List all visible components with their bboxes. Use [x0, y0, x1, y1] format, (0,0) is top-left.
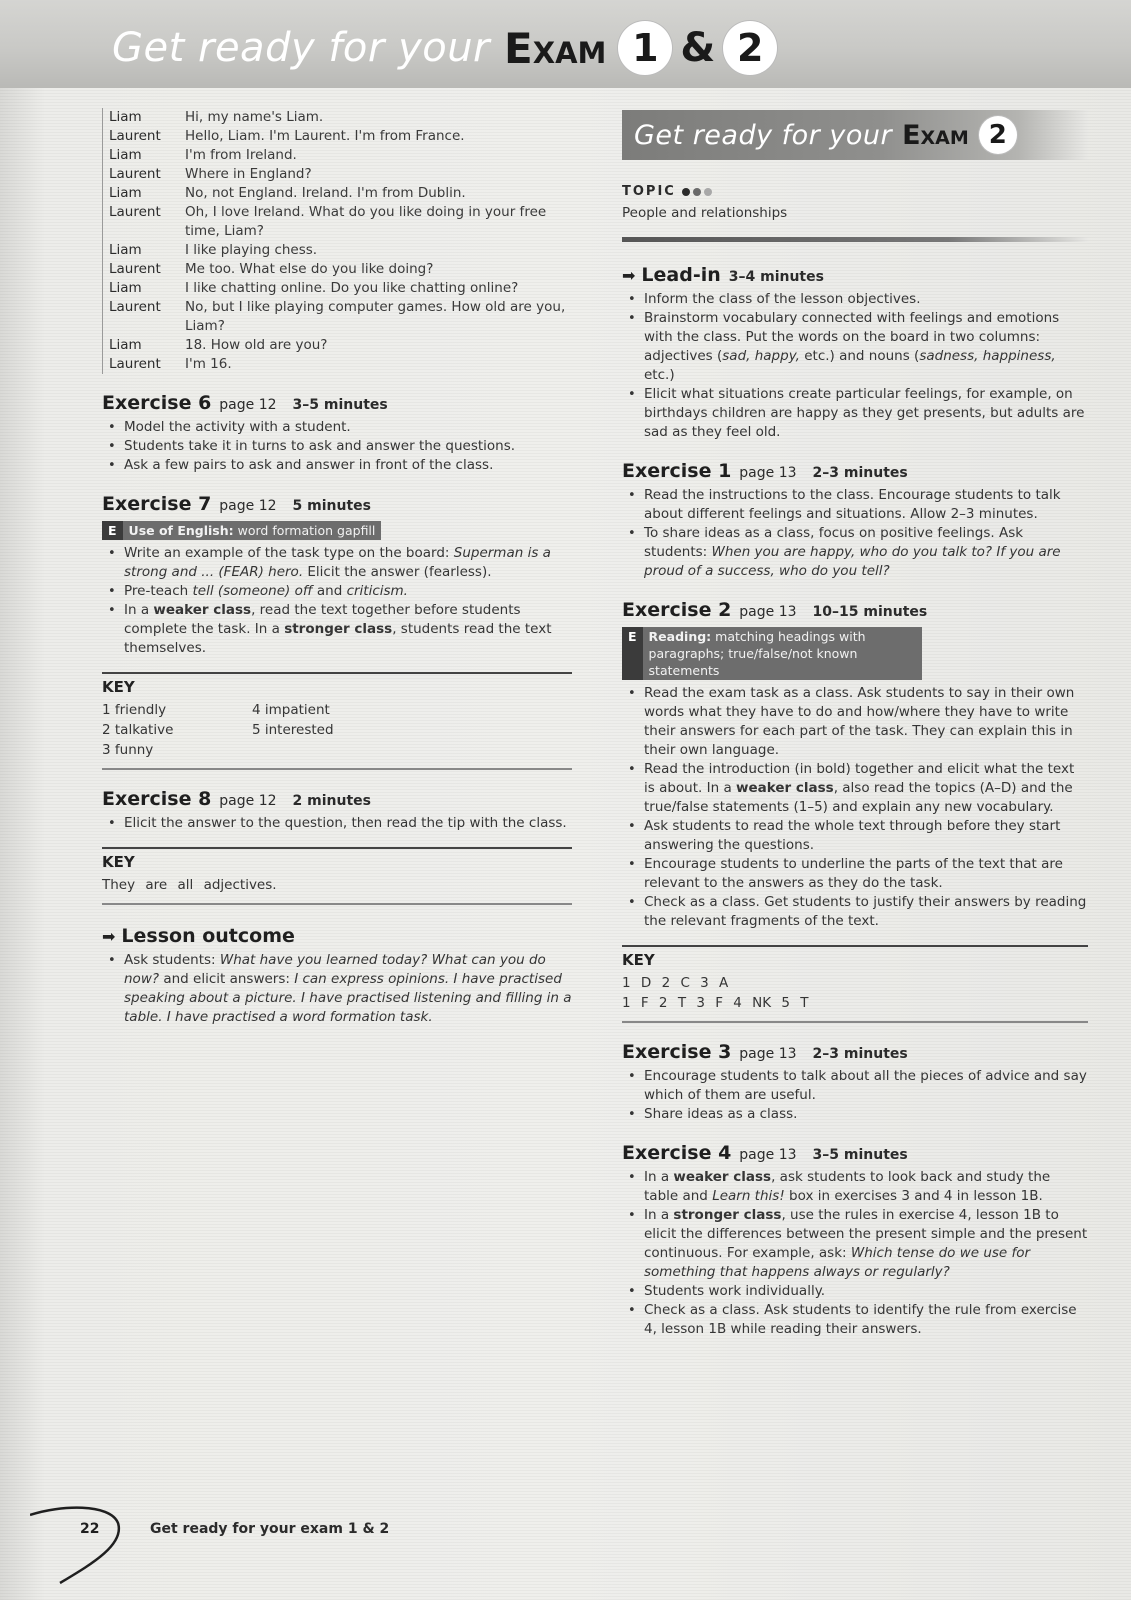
exercise-1-heading — [622, 460, 1088, 482]
list-item — [102, 418, 572, 437]
speaker-name: Laurent — [109, 128, 161, 144]
arrow-right-icon: ➡ — [102, 926, 116, 946]
exercise-7-steps — [102, 544, 572, 658]
step-text: Students work individually. — [644, 1283, 826, 1299]
page-corner-curve-icon — [30, 1505, 130, 1585]
key-label: KEY — [102, 853, 135, 871]
step-text: , read the text together before students complete the task. In a — [124, 602, 521, 637]
answer-key-exercise-2 — [622, 945, 1088, 1023]
list-item — [622, 309, 1088, 385]
speaker-name: Liam — [109, 109, 142, 125]
step-text: Inform the class of the lesson objectives. — [644, 291, 921, 307]
bullet-icon: • — [628, 488, 636, 503]
list-item — [622, 855, 1088, 893]
dialogue-text: Hello, Liam. I'm Laurent. I'm from France. — [185, 128, 465, 144]
step-text: box in exercises 3 and 4 in lesson 1B. — [784, 1188, 1043, 1204]
lead-in-steps — [622, 290, 1088, 442]
key-label: KEY — [622, 951, 655, 969]
exercise-page: page 13 — [739, 1046, 797, 1062]
example-text: When you are happy, who do you talk to? If you are proud of a success, who do you tell? — [644, 544, 1061, 579]
step-text: , also read the topics (A–D) and the true/false statements (1–5) and explain any new vocabulary. — [644, 780, 1073, 815]
left-column — [102, 108, 572, 1027]
dialogue-line — [109, 355, 572, 374]
divider — [622, 237, 1088, 242]
dialogue-line — [109, 279, 572, 298]
example-text: Superman is a strong and ... (FEAR) hero. — [124, 545, 551, 580]
dialogue-line — [109, 336, 572, 355]
step-text: and elicit answers: — [159, 971, 295, 987]
exam-task-tag — [622, 627, 922, 680]
exercise-title: Exercise 2 — [622, 599, 732, 621]
speaker-name: Laurent — [109, 204, 161, 220]
key-answer: 5 interested — [252, 722, 334, 738]
speaker-name: Liam — [109, 147, 142, 163]
dialogue-text: I like chatting online. Do you like chatting online? — [185, 280, 519, 296]
exercise-time: 2 minutes — [292, 793, 371, 809]
key-answers — [102, 700, 572, 760]
step-text: Read the introduction (in bold) together and elicit what the text is about. In a — [644, 761, 1075, 796]
step-text: Ask students: — [124, 952, 220, 968]
section-title: Lesson outcome — [121, 925, 295, 947]
topic-label: TOPIC — [622, 184, 676, 199]
key-answer — [252, 740, 402, 760]
header-ampersand: & — [680, 25, 716, 71]
exercise-time: 2–3 minutes — [812, 1046, 908, 1062]
box-name: Learn this! — [712, 1188, 785, 1204]
step-text: In a — [644, 1169, 674, 1185]
bullet-icon: • — [108, 439, 116, 454]
dialogue-text: Me too. What else do you like doing? — [185, 261, 434, 277]
dialogue-line — [109, 127, 572, 146]
list-item — [102, 437, 572, 456]
emphasis-text: stronger class — [284, 621, 393, 637]
step-text: Students take it in turns to ask and answer the questions. — [124, 438, 516, 454]
header-number-1-badge: 1 — [618, 21, 672, 75]
step-text: Read the instructions to the class. Encourage students to talk about different feelings and situations. Allow 2–3 minutes. — [644, 487, 1061, 522]
speaker-name: Liam — [109, 185, 142, 201]
list-item — [622, 1301, 1088, 1339]
list-item — [622, 1206, 1088, 1282]
exercise-8-steps — [102, 814, 572, 833]
step-text: Check as a class. Get students to justify their answers by reading the relevant fragments of the text. — [644, 894, 1087, 929]
lesson-outcome-steps — [102, 951, 572, 1027]
list-item — [622, 1067, 1088, 1105]
topic-text: People and relationships — [622, 205, 788, 221]
list-item — [102, 582, 572, 601]
dialogue-text: I'm 16. — [185, 356, 232, 372]
exam-task-tag — [102, 521, 381, 540]
exam-task-label — [643, 627, 922, 680]
exercise-page: page 13 — [739, 465, 797, 481]
bullet-icon: • — [628, 1303, 636, 1318]
list-item — [622, 1168, 1088, 1206]
page-header-title — [112, 18, 777, 78]
step-text: Pre-teach — [124, 583, 193, 599]
bullet-icon: • — [108, 584, 116, 599]
step-text: Encourage students to talk about all the pieces of advice and say which of them are useful. — [644, 1068, 1087, 1103]
bullet-icon: • — [628, 762, 636, 777]
dialogue-text: 18. How old are you? — [185, 337, 328, 353]
dot-icon — [704, 188, 712, 196]
dialogue-line — [109, 241, 572, 260]
step-text: Elicit what situations create particular feelings, for example, on birthdays children are happy as they get presents, but adults are sad as they feel old. — [644, 386, 1085, 440]
bullet-icon: • — [628, 526, 636, 541]
dialogue-text: No, but I like playing computer games. How old are you, Liam? — [185, 299, 566, 334]
step-text: Write an example of the task type on the board: — [124, 545, 454, 561]
list-item — [622, 893, 1088, 931]
bullet-icon: • — [108, 953, 116, 968]
exercise-title: Exercise 6 — [102, 392, 212, 414]
bullet-icon: • — [628, 1284, 636, 1299]
dot-icon — [682, 188, 690, 196]
example-text: I can express opinions. I have practised speaking about a picture. I have practised listening and filling in a table. I have practised a word formation task. — [124, 971, 572, 1025]
vocab-term: tell (someone) off — [192, 583, 313, 599]
exercise-3-heading — [622, 1041, 1088, 1063]
banner-number-badge: 2 — [979, 116, 1017, 154]
step-text: etc.) and nouns ( — [799, 348, 920, 364]
exercise-2-heading — [622, 599, 1088, 621]
step-text: and — [312, 583, 347, 599]
step-text: Check as a class. Ask students to identify the rule from exercise 4, lesson 1B while reading their answers. — [644, 1302, 1077, 1337]
exercise-page: page 12 — [219, 793, 277, 809]
exercise-title: Exercise 4 — [622, 1142, 732, 1164]
dialogue-text: Where in England? — [185, 166, 312, 182]
list-item — [622, 1282, 1088, 1301]
speaker-name: Liam — [109, 337, 142, 353]
dialogue-text: Hi, my name's Liam. — [185, 109, 324, 125]
page-number: 22 — [80, 1521, 100, 1537]
exercise-time: 2–3 minutes — [812, 465, 908, 481]
exercise-8-heading — [102, 788, 572, 810]
bullet-icon: • — [628, 857, 636, 872]
speaker-name: Laurent — [109, 261, 161, 277]
step-text: etc.) — [644, 367, 675, 383]
list-item — [622, 684, 1088, 760]
dialogue-line — [109, 260, 572, 279]
emphasis-text: weaker class — [673, 1169, 772, 1185]
key-answer: 2 talkative — [102, 722, 174, 738]
dialogue-text: I like playing chess. — [185, 242, 318, 258]
exercise-time: 10–15 minutes — [812, 604, 928, 620]
dialogue-text: I'm from Ireland. — [185, 147, 297, 163]
exercise-title: Exercise 7 — [102, 493, 212, 515]
bullet-icon: • — [108, 420, 116, 435]
exercise-3-steps — [622, 1067, 1088, 1124]
dialogue-text: Oh, I love Ireland. What do you like doing in your free time, Liam? — [185, 204, 547, 239]
step-text: Read the exam task as a class. Ask students to say in their own words what they have to do and how/where they have to write their answers for each part of the task. They can explain this in their own language. — [644, 685, 1075, 758]
dialogue-line — [109, 184, 572, 203]
exercise-time: 5 minutes — [292, 498, 371, 514]
bullet-icon: • — [628, 292, 636, 307]
exercise-1-steps — [622, 486, 1088, 581]
answer-key-exercise-7 — [102, 672, 572, 770]
footer-title: Get ready for your exam 1 & 2 — [150, 1521, 390, 1537]
exercise-page: page 12 — [219, 498, 277, 514]
speaker-name: Laurent — [109, 166, 161, 182]
speaker-name: Laurent — [109, 356, 161, 372]
list-item — [102, 544, 572, 582]
right-column — [622, 108, 1088, 1339]
exercise-title: Exercise 1 — [622, 460, 732, 482]
exercise-title: Exercise 3 — [622, 1041, 732, 1063]
dialogue-line — [109, 146, 572, 165]
speaker-name: Laurent — [109, 299, 161, 315]
list-item — [102, 601, 572, 658]
step-text: , use the rules in exercise 4, lesson 1B to elicit the differences between the present simple and the present continuous. For example, ask: — [644, 1207, 1088, 1261]
emphasis-text: weaker class — [736, 780, 834, 796]
header-ready-text: Get ready for your — [112, 25, 491, 71]
key-answer: 1 D 2 C 3 A — [622, 975, 729, 991]
key-label: KEY — [102, 678, 135, 696]
key-answer: 1 F 2 T 3 F 4 NK 5 T — [622, 995, 809, 1011]
exercise-page: page 13 — [739, 604, 797, 620]
bullet-icon: • — [108, 603, 116, 618]
exam-e-icon: E — [622, 627, 643, 680]
answer-key-exercise-8 — [102, 847, 572, 905]
list-item — [102, 814, 572, 833]
list-item — [102, 456, 572, 475]
step-text: Ask students to read the whole text through before they start answering the questions. — [644, 818, 1061, 853]
exercise-title: Exercise 8 — [102, 788, 212, 810]
topic-heading — [622, 184, 1088, 199]
list-item — [622, 760, 1088, 817]
key-answer: 3 funny — [102, 742, 154, 758]
exam-task-label — [123, 521, 382, 540]
task-type-text: matching headings with paragraphs; true/false/not known statements — [648, 629, 866, 678]
exercise-time: 3–5 minutes — [812, 1147, 908, 1163]
list-item — [622, 817, 1088, 855]
step-text: , students read the text themselves. — [124, 621, 552, 656]
speaker-name: Liam — [109, 242, 142, 258]
task-type-bold: Use of English: — [128, 523, 234, 538]
vocab-term: sadness, happiness, — [919, 348, 1056, 364]
step-text: In a — [124, 602, 154, 618]
dialogue-text: No, not England. Ireland. I'm from Dublin. — [185, 185, 466, 201]
list-item — [622, 486, 1088, 524]
dialogue-line — [109, 108, 572, 127]
task-type-bold: Reading: — [648, 629, 712, 644]
list-item — [622, 385, 1088, 442]
step-text: Brainstorm vocabulary connected with feelings and emotions with the class. Put the words on the board in two columns: adjectives ( — [644, 310, 1060, 364]
task-type-text: word formation gapfill — [233, 523, 376, 538]
list-item — [622, 524, 1088, 581]
step-text: In a — [644, 1207, 674, 1223]
bullet-icon: • — [628, 819, 636, 834]
bullet-icon: • — [628, 311, 636, 326]
key-answer: 1 friendly — [102, 702, 167, 718]
bullet-icon: • — [628, 895, 636, 910]
exercise-2-steps — [622, 684, 1088, 931]
bullet-icon: • — [628, 387, 636, 402]
header-exam-word: Exam — [504, 23, 607, 73]
dot-icon — [693, 188, 701, 196]
step-text: Ask a few pairs to ask and answer in front of the class. — [124, 457, 494, 473]
topic-dots-icon — [682, 188, 712, 196]
step-text: Elicit the answer to the question, then read the tip with the class. — [124, 815, 567, 831]
dialogue-line — [109, 165, 572, 184]
list-item — [102, 951, 572, 1027]
emphasis-text: weaker class — [153, 602, 252, 618]
exercise-4-heading — [622, 1142, 1088, 1164]
bullet-icon: • — [108, 546, 116, 561]
banner-exam-word: Exam — [902, 119, 969, 151]
bullet-icon: • — [628, 686, 636, 701]
key-answer: They are all adjectives. — [102, 877, 277, 893]
bullet-icon: • — [628, 1170, 636, 1185]
exam-e-icon: E — [102, 521, 123, 540]
bullet-icon: • — [628, 1107, 636, 1122]
speaker-name: Liam — [109, 280, 142, 296]
exercise-7-heading — [102, 493, 572, 515]
dialogue-line — [109, 203, 572, 241]
exercise-6-heading — [102, 392, 572, 414]
vocab-term: sad, happy, — [722, 348, 800, 364]
bullet-icon: • — [628, 1208, 636, 1223]
step-text: , ask students to look back and study the table and — [644, 1169, 1051, 1204]
step-text: Model the activity with a student. — [124, 419, 351, 435]
dialogue-transcript — [102, 108, 572, 374]
exercise-4-steps — [622, 1168, 1088, 1339]
example-text: What have you learned today? What can you do now? — [124, 952, 546, 987]
step-text: Share ideas as a class. — [644, 1106, 798, 1122]
arrow-right-icon: ➡ — [622, 266, 636, 285]
exercise-page: page 13 — [739, 1147, 797, 1163]
bullet-icon: • — [628, 1069, 636, 1084]
bullet-icon: • — [108, 458, 116, 473]
step-text: To share ideas as a class, focus on positive feelings. Ask students: — [644, 525, 1024, 560]
exercise-page: page 12 — [219, 397, 277, 413]
dialogue-line — [109, 298, 572, 336]
lead-in-heading — [622, 264, 1088, 286]
header-number-2-badge: 2 — [723, 21, 777, 75]
key-answer: 4 impatient — [252, 702, 330, 718]
exam-2-banner — [622, 110, 1088, 160]
list-item — [622, 1105, 1088, 1124]
section-title: Lead-in — [641, 264, 721, 286]
exercise-time: 3–5 minutes — [292, 397, 388, 413]
banner-ready-text: Get ready for your — [634, 119, 893, 151]
vocab-term: criticism. — [346, 583, 408, 599]
lesson-outcome-heading — [102, 925, 572, 947]
step-text: Encourage students to underline the parts of the text that are relevant to the answers as they do the task. — [644, 856, 1063, 891]
page-footer — [0, 1505, 1131, 1565]
exercise-6-steps — [102, 418, 572, 475]
example-text: Which tense do we use for something that happens always or regularly? — [644, 1245, 1031, 1280]
emphasis-text: stronger class — [673, 1207, 782, 1223]
bullet-icon: • — [108, 816, 116, 831]
step-text: Elicit the answer (fearless). — [303, 564, 492, 580]
section-time: 3–4 minutes — [728, 269, 824, 285]
list-item — [622, 290, 1088, 309]
